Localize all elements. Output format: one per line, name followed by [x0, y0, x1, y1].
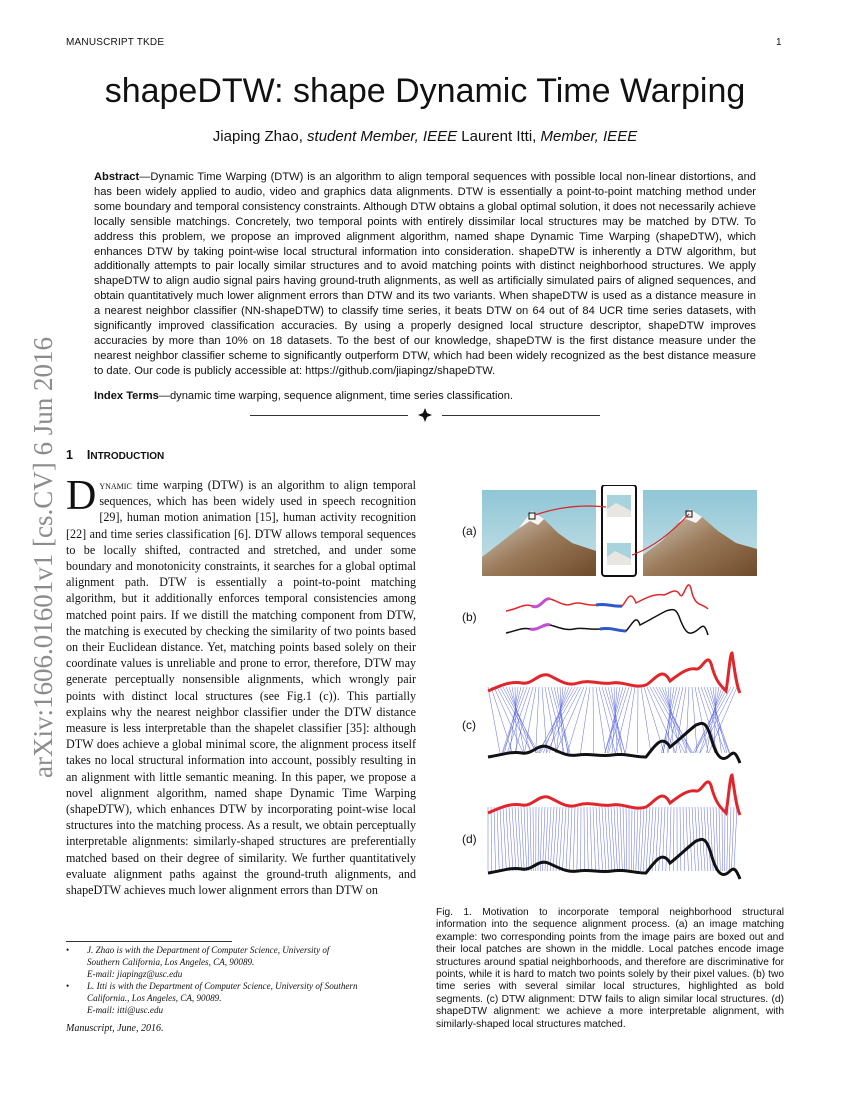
intro-lead-word: ynamic [99, 478, 132, 492]
footnote-bullet: • [66, 945, 70, 955]
local-patches-box [602, 485, 636, 576]
alignment-line [602, 807, 606, 871]
alignment-line [625, 687, 635, 753]
alignment-line [719, 807, 720, 871]
alignment-line [695, 687, 708, 753]
alignment-line [577, 807, 578, 871]
mountain-photo-right [643, 490, 757, 576]
alignment-line [524, 807, 527, 871]
abstract-text: —Dynamic Time Warping (DTW) is an algorithm to align temporal sequences with possible local non-linear distortions, and has been widely applied to audio, video and graphics data alignments. DTW is essentially a point-to-point matching method under some boundary and temporal consistency constraints. Although DTW obtains a global optimal solution, it does not necessarily achieve locally sensible matchings. Concretely, two temporal points with entirely dissimilar local structures may be matched by DTW. To address this problem, we propose an improved alignment algorithm, named shape Dynamic Time Warping (shapeDTW), which enhances DTW by taking point-wise local structural information into consideration. shapeDTW is inherently a DTW algorithm, but additionally attempts to pair locally similar structures and to avoid matching points with distinct neighborhood structures. We apply shapeDTW to align audio signal pairs having ground-truth alignments, as well as artificially simulated pairs of aligned sequences, and obtain quantitatively much lower alignment errors than DTW and its two variants. When shapeDTW is used as a distance measure in a nearest neighbor classifier (NN-shapeDTW) to classify time series, it beats DTW on 64 out of 84 UCR time series datasets, with significantly improved classification accuracies. By using a properly designed local structure descriptor, shapeDTW improves accuracies by more than 10% on 18 datasets. To the best of our knowledge, shapeDTW is the first distance measure under the nearest neighbor classifier scheme to significantly outperform DTW, which had been widely recognized as the best distance measure to date. Our code is publicly accessible at: https://github.com/jiapingz/shapeDTW. [94, 171, 756, 377]
alignment-line [692, 807, 695, 871]
alignment-line [734, 807, 737, 871]
panel-b-time-series [506, 585, 708, 635]
arxiv-side-stamp [8, 300, 68, 780]
panel-label-c: (c) [462, 718, 476, 732]
alignment-line [641, 807, 644, 871]
author-2-role: Member, IEEE [540, 128, 638, 145]
section-title-rest: NTRODUCTION [90, 451, 165, 462]
author-2-name: Laurent Itti, [457, 128, 541, 145]
abstract [94, 170, 756, 379]
panel-label-a: (a) [462, 524, 477, 538]
alignment-line [707, 807, 711, 871]
index-terms-label: Index Terms [94, 390, 159, 402]
alignment-line [686, 807, 688, 871]
index-terms [94, 389, 756, 404]
introduction-body [66, 473, 416, 898]
alignment-line [593, 807, 596, 871]
alignment-line [580, 687, 590, 753]
alignment-line [631, 807, 632, 871]
panel-a-image-matching [482, 485, 757, 576]
alignment-line [533, 807, 534, 871]
page-number: 1 [776, 37, 782, 48]
alignment-line [659, 807, 662, 871]
series-b-bottom-highlight-2 [600, 628, 626, 631]
alignment-line [689, 807, 692, 871]
alignment-line [515, 687, 517, 753]
alignment-line [503, 807, 506, 871]
alignment-line [614, 807, 617, 871]
series-b-bottom-highlight-1 [530, 625, 550, 630]
series-b-top-highlight-2 [596, 604, 622, 606]
alignment-line [536, 687, 539, 753]
alignment-line [539, 687, 572, 753]
author-line [0, 128, 850, 145]
series-b-bottom [506, 609, 708, 635]
alignment-line [548, 807, 551, 871]
alignment-line [593, 687, 594, 753]
author-1-role: student Member, IEEE [307, 128, 458, 145]
footnote-bullet: • [66, 981, 70, 991]
panel-c-dtw-alignment [488, 653, 740, 763]
alignment-line [731, 807, 734, 871]
alignment-line [521, 807, 524, 871]
series-b-top-highlight-1 [532, 599, 550, 607]
alignment-line [727, 807, 728, 871]
figure-1 [440, 485, 780, 895]
panel-label-b: (b) [462, 610, 477, 624]
section-title-initial: I [86, 448, 91, 462]
footnote-rule [66, 941, 232, 942]
separator-diamond-icon [418, 408, 432, 422]
alignment-line [662, 807, 665, 871]
alignment-line [503, 687, 527, 753]
alignment-line [569, 807, 572, 871]
alignment-line [500, 807, 503, 871]
separator-rule-right [442, 415, 600, 416]
alignment-line [559, 807, 563, 871]
author-1-name: Jiaping Zhao, [212, 128, 308, 145]
figure-1-caption: Fig. 1. Motivation to incorporate temporal neighborhood structural information into the sequence alignment process. (a) an image matching example: two corresponding points from the image pairs are boxed out and their local patches are shown in the middle. Local patches encode image structures around spatial neighborhoods, and therefore are discriminative for points, while it is hard to match two points solely by their pixel values. (b) two time series with several similar local structures, highlighted as bold segments. (c) DTW alignment: DTW fails to align similar local structures. (d) shapeDTW alignment: we achieve a more interpretable alignment, with similarly-shaped local structures matched. [436, 907, 784, 1030]
alignment-line [543, 687, 569, 753]
separator-rule-left [250, 415, 408, 416]
arxiv-identifier: arXiv:1606.01601v1 [cs.CV] 6 Jun 2016 [28, 337, 58, 778]
alignment-line [566, 807, 569, 871]
alignment-line [590, 807, 592, 871]
alignment-line [494, 807, 496, 871]
footnote-itti [66, 980, 426, 1016]
alignment-line [509, 687, 531, 753]
alignment-line [680, 807, 681, 871]
alignment-line [683, 807, 685, 871]
alignment-line [506, 807, 510, 871]
footnote-line: L. Itti is with the Department of Computer Science, University of Southern [87, 981, 358, 991]
footnote-email: E-mail: jiapingz@usc.edu [87, 969, 183, 979]
alignment-line [562, 807, 566, 871]
footnote-line: J. Zhao is with the Department of Computer Science, University of [87, 945, 330, 955]
alignment-line [491, 807, 492, 871]
alignment-line [538, 807, 539, 871]
alignment-line [573, 807, 575, 871]
alignment-line [545, 687, 557, 753]
alignment-line [567, 687, 587, 753]
alignment-line [729, 807, 731, 871]
alignment-line [623, 807, 625, 871]
mountain-photo-left [482, 490, 596, 576]
alignment-line [530, 807, 531, 871]
running-head: MANUSCRIPT TKDE [66, 37, 165, 48]
manuscript-date: Manuscript, June, 2016. [66, 1023, 164, 1034]
index-terms-text: —dynamic time warping, sequence alignment, time series classification. [158, 390, 513, 402]
alignment-line [587, 807, 588, 871]
alignment-line [596, 687, 606, 753]
alignment-line [599, 807, 603, 871]
footnote-zhao [66, 944, 426, 980]
section-number: 1 [66, 448, 73, 462]
alignment-line [626, 807, 627, 871]
alignment-line [540, 687, 578, 753]
author-footnotes [66, 944, 426, 1016]
abstract-label: Abstract [94, 171, 140, 183]
alignment-line [527, 807, 529, 871]
dtw-alignment-lines [488, 687, 737, 753]
alignment-line [636, 807, 638, 871]
alignment-line [634, 807, 635, 871]
intro-paragraph: time warping (DTW) is an algorithm to align temporal sequences, which has been widely used in speech recognition [29], human motion animation [15], human activity recognition [22] and time series classification [6]. DTW allows temporal sequences to be locally shifted, contracted and stretched, and under some boundary and monotonicity constraints, it searches for a global optimal alignment path. DTW is essentially a point-to-point matching algorithm, but it additionally enforces temporal consistencies among matched point pairs. If we distill the matching component from DTW, the matching is executed by checking the similarity of two points based on their Euclidean distance. Yet, matching points based solely on their coordinate values is unreliable and prone to error, therefore, DTW may generate perceptually nonsensible alignments, which wrongly pair points with distinct local structures (see Fig.1 (c)). This partially explains why the nearest neighbor classifier under the DTW distance measure is less interpretable than the shapelet classifier [35]: although DTW does achieve a global minimal score, the alignment process itself takes no local structural information into account, possibly resulting in an alignment with little semantic meaning. In this paper, we propose a novel alignment algorithm, named shape Dynamic Time Warping (shapeDTW), which enhances DTW by incorporating point-wise local structures into the matching process. As a result, we obtain perceptually interpretable alignments: similarly-shaped structures are preferentially matched based on their degree of similarity. We further quantitatively evaluate alignment paths against the ground-truth alignments, and shapeDTW achieves much lower alignment errors than DTW on [66, 478, 416, 898]
drop-cap: D [66, 473, 97, 519]
footnote-line: California., Los Angeles, CA, 90089. [87, 993, 222, 1003]
alignment-line [596, 807, 599, 871]
alignment-line [692, 687, 697, 753]
alignment-line [617, 807, 620, 871]
paper-title: shapeDTW: shape Dynamic Time Warping [104, 72, 746, 110]
alignment-line [497, 807, 499, 871]
alignment-line [644, 687, 664, 753]
footnote-line: Southern California, Los Angeles, CA, 90089. [87, 957, 255, 967]
alignment-line [638, 807, 641, 871]
alignment-line [641, 687, 651, 753]
alignment-line [695, 687, 725, 753]
alignment-line [620, 807, 622, 871]
section-heading-introduction [66, 448, 164, 462]
panel-d-shapedtw-alignment [488, 775, 740, 879]
alignment-line [716, 807, 718, 871]
panel-label-d: (d) [462, 832, 477, 846]
footnote-email: E-mail: itti@usc.edu [87, 1005, 164, 1015]
